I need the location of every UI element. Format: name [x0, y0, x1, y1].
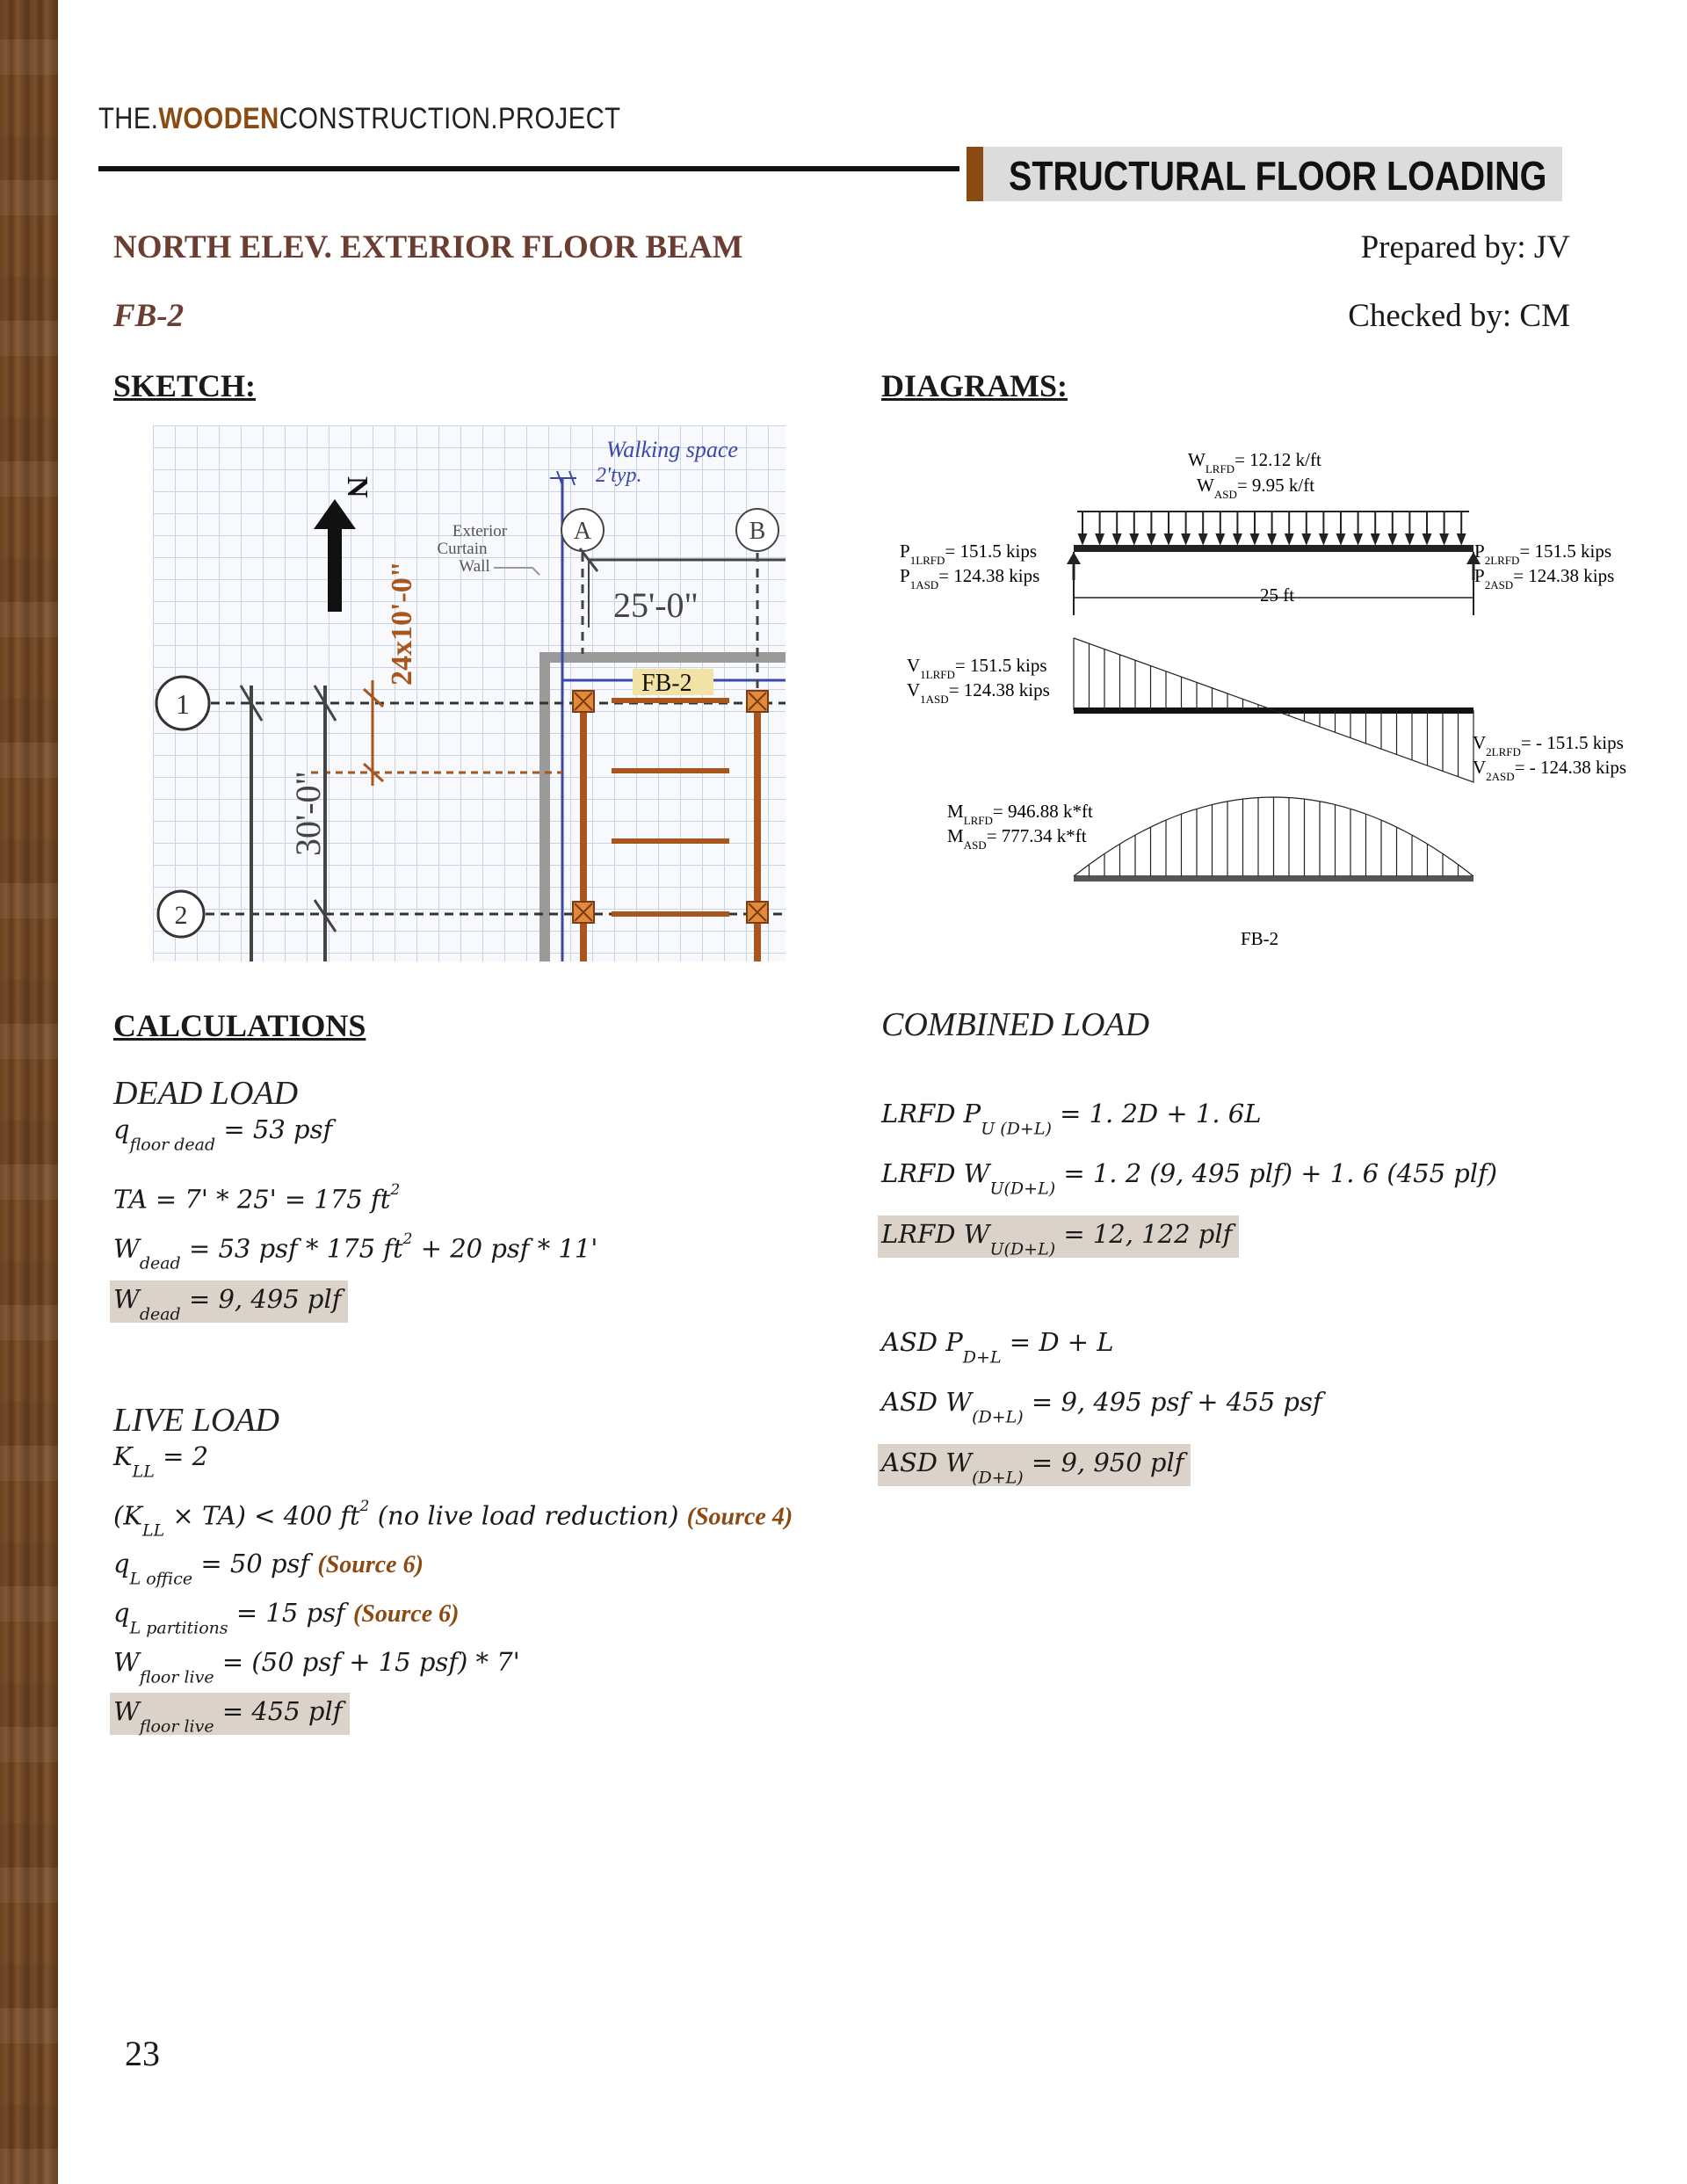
w-lrfd: $W_{LRFD}= 12.12$ k/ft — [1188, 449, 1321, 475]
w-asd: $W_{ASD}= 9.95$ k/ft — [1197, 475, 1315, 501]
framing-sketch — [153, 425, 786, 961]
k-ll: $K_{LL} = 2$ — [113, 1441, 209, 1482]
calculations-heading: CALCULATIONS — [113, 1008, 366, 1043]
p2-asd: $P_{2ASD}= 124.38$ kips — [1474, 565, 1615, 591]
grid-1-label: 1 — [176, 688, 190, 720]
p1-asd: $P_{1ASD}= 124.38$ kips — [900, 565, 1040, 591]
dead-load-heading: DEAD LOAD — [113, 1075, 299, 1112]
walking-typ-label: 2'typ. — [596, 464, 642, 487]
v1-asd: $V_{1ASD}= 124.38$ kips — [907, 679, 1050, 706]
fb2-sketch-label: FB-2 — [641, 670, 692, 697]
beam-id: FB-2 — [113, 298, 185, 334]
beam-title: NORTH ELEV. EXTERIOR FLOOR BEAM — [113, 229, 743, 265]
p1-lrfd: $P_{1LRFD}= 151.5$ kips — [900, 541, 1038, 567]
lrfd-w-result: LRFD $W_{U(D+L)} = 12$, 122 plf — [881, 1219, 1239, 1259]
moment-diagram — [1074, 797, 1473, 876]
joist-spacing-dimension: 24x10'-0" — [386, 561, 418, 686]
curtain-wall-top — [539, 652, 786, 663]
m-lrfd: $M_{LRFD}= 946.88$ k*ft — [947, 801, 1093, 827]
north-arrow-shaft — [328, 524, 342, 612]
v2-lrfd: $V_{2LRFD}= - 151.5$ kips — [1473, 732, 1624, 758]
lrfd-w-equation: LRFD $W_{U(D+L)} = 1$. 2 (9, 495 plf) + 1. 6 (455 plf) — [881, 1158, 1498, 1199]
live-load-heading: LIVE LOAD — [113, 1402, 279, 1439]
beam-diagrams — [896, 439, 1652, 967]
diagrams-heading: DIAGRAMS: — [881, 368, 1068, 403]
w-dead-equation: $W_{dead} = 53$ psf * 175 $ft^2 + 20$ psf * 11' — [113, 1230, 598, 1273]
asd-w-result: ASD $W_{(D+L)} = 9$, 950 plf — [881, 1448, 1191, 1487]
section-title-bar — [967, 147, 1562, 201]
sketch-heading: SKETCH: — [113, 368, 257, 403]
reaction-left-arrow-icon — [1067, 552, 1081, 564]
exterior-label: Exterior — [452, 522, 508, 541]
wall-label: Wall — [459, 557, 490, 576]
p2-lrfd: $P_{2LRFD}= 151.5$ kips — [1474, 541, 1612, 567]
span-label: 25 ft — [1260, 584, 1295, 606]
v1-lrfd: $V_{1LRFD}= 151.5$ kips — [907, 655, 1047, 681]
diagram-caption: FB-2 — [1241, 928, 1279, 949]
combined-load-heading: COMBINED LOAD — [881, 1006, 1150, 1043]
page-number: 23 — [125, 2034, 160, 2073]
moment-baseline — [1074, 875, 1473, 882]
beam-line — [1074, 545, 1473, 552]
w-live-equation: $W_{floor live} = (50$ psf + 15 psf) * 7' — [113, 1647, 520, 1687]
grid-b-label: B — [749, 518, 766, 545]
brand-wordmark: THE.WOODENCONSTRUCTION.PROJECT — [98, 102, 621, 135]
v2-asd: $V_{2ASD}= - 124.38$ kips — [1473, 757, 1627, 783]
grid-2-label: 2 — [174, 901, 188, 930]
section-title: STRUCTURAL FLOOR LOADING — [1009, 153, 1547, 199]
wood-grain-sidebar — [0, 0, 58, 2184]
m-asd: $M_{ASD}= 777.34$ k*ft — [947, 825, 1087, 852]
section-accent — [967, 147, 983, 201]
span-dimension: 25'-0" — [613, 585, 699, 625]
q-office: $q_{L office} = 50$ psf (Source 6) — [113, 1549, 424, 1589]
prepared-by: Prepared by: JV — [1360, 229, 1570, 265]
asd-w-equation: ASD $W_{(D+L)} = 9$, 495 psf + 455 psf — [881, 1387, 1322, 1427]
north-label: N — [341, 476, 373, 498]
bay-dimension: 30'-0" — [288, 771, 328, 856]
grid-a-label: A — [573, 518, 592, 545]
w-dead-result: $W_{dead} = 9$, 495 plf — [113, 1284, 348, 1324]
live-load-reduction-check: $(K_{LL} \times TA) < 400$ $ft^2$ (no live load reduction) (Source 4) — [113, 1498, 793, 1541]
curtain-label: Curtain — [437, 540, 488, 558]
lrfd-p-equation: LRFD $P_{U (D+L)} = 1$. 2D + 1. 6L — [881, 1099, 1262, 1139]
q-partitions: $q_{L partitions} = 15$ psf (Source 6) — [113, 1598, 460, 1638]
tributary-area: TA = 7' * 25' = 175 $ft^2$ — [113, 1181, 401, 1215]
q-floor-dead: $q_{floor dead} = 53$ psf — [113, 1114, 333, 1155]
walking-space-label: Walking space — [606, 437, 738, 462]
w-live-result: $W_{floor live} = 455$ plf — [113, 1696, 350, 1736]
distributed-load-arrows — [1077, 512, 1469, 543]
checked-by: Checked by: CM — [1348, 298, 1570, 334]
header-rule — [98, 166, 959, 171]
asd-p-equation: ASD $P_{D+L} = D + L$ — [881, 1327, 1114, 1368]
